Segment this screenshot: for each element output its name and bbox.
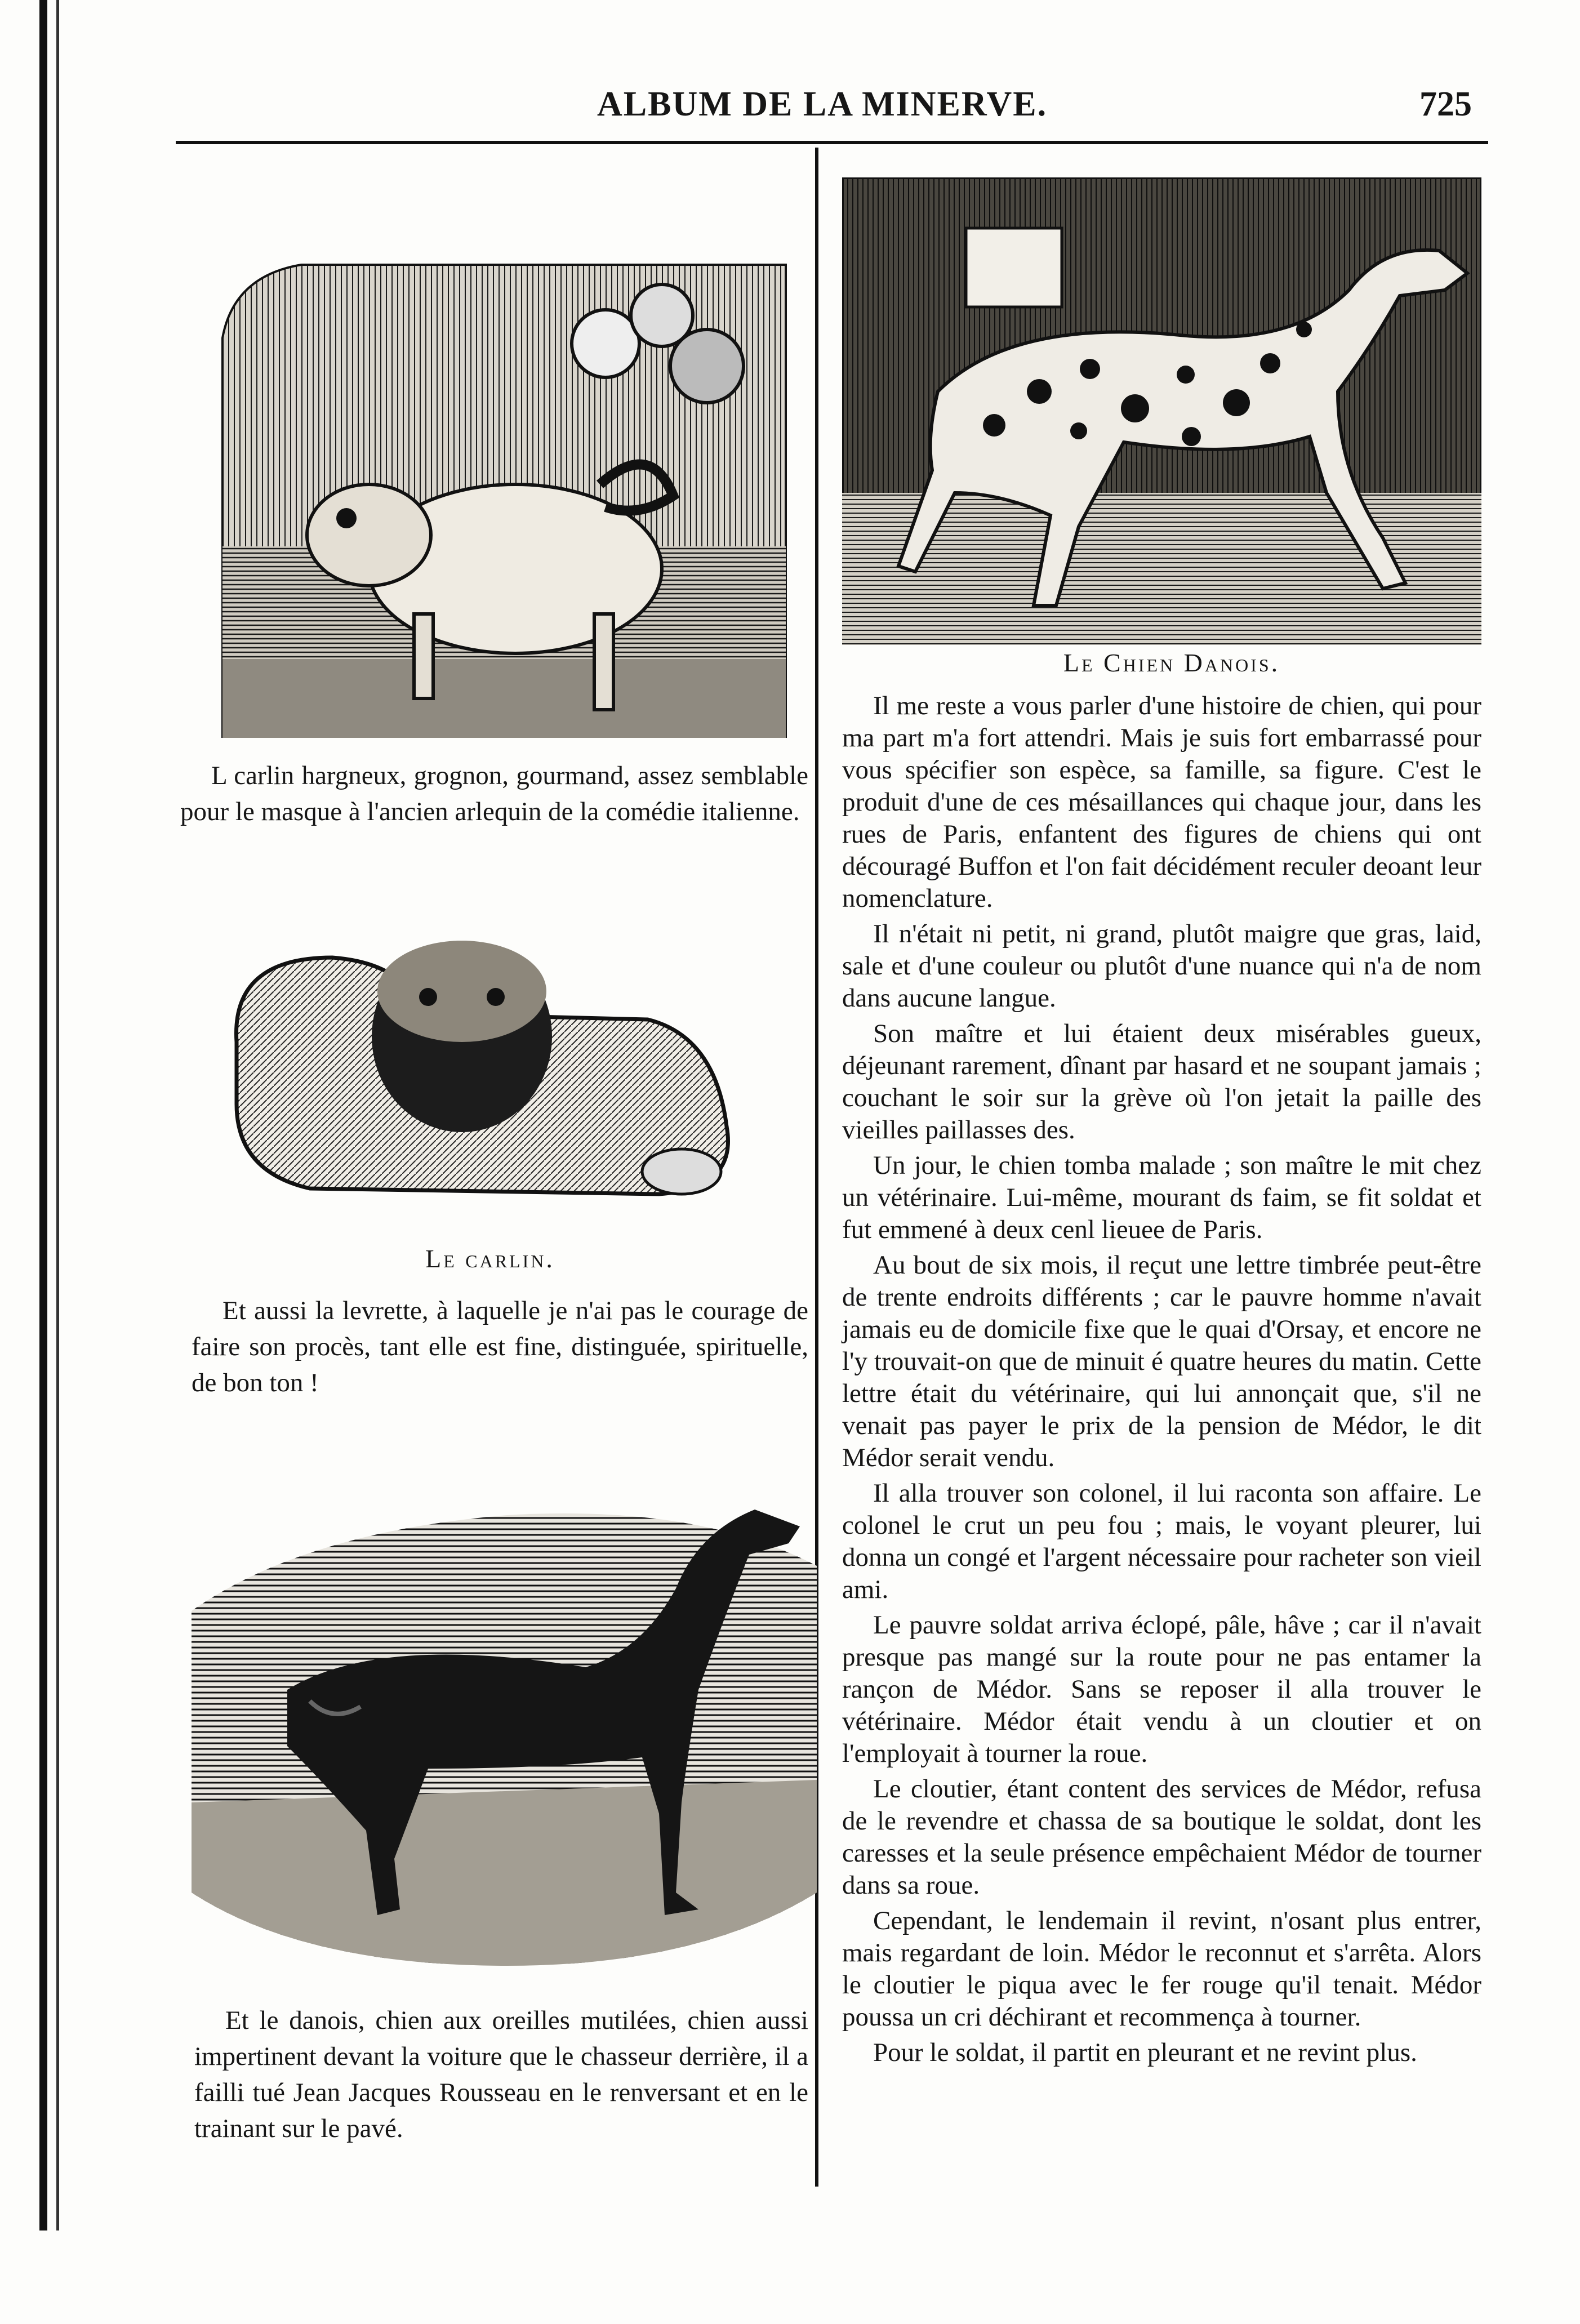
danois-paragraph bbox=[194, 2002, 808, 2150]
masthead-title: ALBUM DE LA MINERVE. bbox=[597, 85, 1048, 123]
paragraph-2: Il n'était ni petit, ni grand, plutôt maigre que gras, laid, sale et d'une couleur ou plutôt d'une nuance qui n'a de nom dans aucune langue. bbox=[842, 919, 1481, 1013]
levrette-paragraph bbox=[192, 1293, 808, 1404]
engraving-chien-danois bbox=[842, 177, 1481, 645]
danois-text: Et le danois, chien aux oreilles mutilées, chien aussi impertinent devant la voiture que le chasseur derrière, il a failli tué Jean Jacques Rousseau en le renversant et en le trainant sur le pavé. bbox=[194, 2006, 808, 2143]
engraving-greyhound bbox=[192, 1464, 817, 1966]
pug-standing-illustration bbox=[200, 253, 808, 738]
paragraph-5: Au bout de six mois, il reçut une lettre timbrée peut-être de trente endroits différents ; car le pauvre homme n'avait jamais eu de domicile fixe que le quai d'Orsay, et encore ne l'y trouvait-on que de minuit é quatre heures du matin. Cette lettre était du vétérinaire, qui lui annonçait que, s'il ne venait pas payer le prix de la pension de Médor, le dit Médor serait vendu. bbox=[842, 1250, 1481, 1472]
paragraph-7: Le pauvre soldat arriva éclopé, pâle, hâve ; car il n'avait presque pas mangé sur la route pour ne pas entamer la rançon de Médor. Sans se reposer il alla trouver le vétérinaire. Médor était vendu à un cloutier et on l'employait à tourner la roue. bbox=[842, 1610, 1481, 1768]
carlin-text: L carlin hargneux, grognon, gourmand, assez semblable pour le masque à l'ancien arlequin de la comédie italienne. bbox=[180, 761, 808, 826]
levrette-text: Et aussi la levrette, à laquelle je n'ai pas le courage de faire son procès, tant elle est fine, distinguée, spirituelle, de bon ton ! bbox=[192, 1296, 808, 1397]
greyhound-illustration bbox=[192, 1464, 817, 1966]
engraving-pug-standing bbox=[200, 253, 808, 738]
paragraph-3: Son maître et lui étaient deux misérables gueux, déjeunant rarement, dînant par hasard et ne soupant jamais ; couchant le soir sur la grève où l'on jetait la paille des vieilles paillasses des. bbox=[842, 1019, 1481, 1145]
paragraph-6: Il alla trouver son colonel, il lui raconta son affaire. Le colonel le crut un peu fou ; mais, le voyant pleurer, lui donna un congé et l'argent nécessaire pour racheter son vieil ami. bbox=[842, 1479, 1481, 1604]
paragraph-8: Le cloutier, étant content des services de Médor, refusa de le revendre et chassa de sa boutique le soldat, dont les caresses et la seule présence empêchaient Médor de tourner dans sa roue. bbox=[842, 1774, 1481, 1900]
carlin-paragraph bbox=[180, 758, 808, 833]
binding-edge-line bbox=[56, 0, 59, 2230]
pug-cushion-illustration bbox=[220, 924, 749, 1222]
paragraph-9: Cependant, le lendemain il revint, n'osant plus entrer, mais regardant de loin. Médor le reconnut et s'arrêta. Alors le cloutier le piqua avec le fer rouge qu'il tenait. Médor poussa un cri déchirant et recommença à tourner. bbox=[842, 1906, 1481, 2032]
paragraph-10: Pour le soldat, il partit en pleurant et ne revint plus. bbox=[873, 2038, 1417, 2067]
right-column-text bbox=[842, 690, 1481, 2072]
caption-le-chien-danois: Le Chien Danois. bbox=[1063, 648, 1280, 677]
caption-le-carlin: Le carlin. bbox=[425, 1244, 555, 1273]
paragraph-4: Un jour, le chien tomba malade ; son maître le mit chez un vétérinaire. Lui-même, mourant ds faim, se fit soldat et fut emmené à deux cenl lieuee de Paris. bbox=[842, 1151, 1481, 1244]
header-rule bbox=[176, 141, 1488, 144]
binding-edge bbox=[39, 0, 47, 2230]
page-number: 725 bbox=[1419, 85, 1472, 123]
paragraph-1: Il me reste a vous parler d'une histoire de chien, qui pour ma part m'a fort attendri. Mais je suis fort embarrassé pour vous spécifier son espèce, sa famille, sa figure. C'est le produit d'une de ces mésaillances qui chaque jour, dans les rues de Paris, enfantent des figures de chiens qui ont découragé Buffon et l'on fait décidément reculer deoant leur nomenclature. bbox=[842, 691, 1481, 913]
engraving-pug-cushion bbox=[220, 924, 749, 1222]
chien-danois-illustration bbox=[842, 177, 1481, 645]
